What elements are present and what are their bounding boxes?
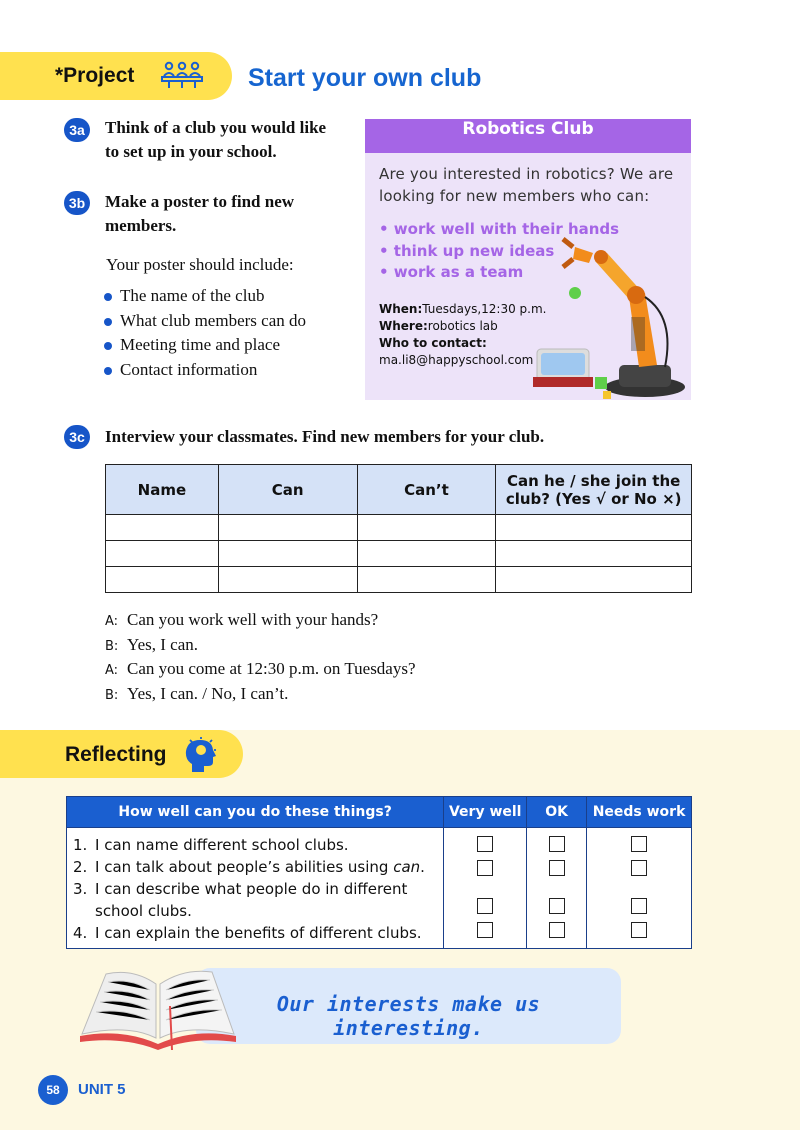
poster-details bbox=[379, 301, 546, 369]
project-title: Start your own club bbox=[248, 64, 482, 92]
task-badge-3c: 3c bbox=[64, 425, 90, 449]
list-item: Meeting time and place bbox=[104, 333, 306, 358]
list-item: What club members can do bbox=[104, 309, 306, 334]
task-3c-text: Interview your classmates. Find new members for your club. bbox=[105, 427, 545, 446]
contact-email: ma.li8@happyschool.com bbox=[379, 353, 534, 367]
robot-arm-illustration bbox=[533, 237, 691, 400]
table-row bbox=[106, 567, 692, 593]
dialogue-line bbox=[105, 682, 416, 707]
table-cell[interactable] bbox=[106, 567, 219, 593]
dialogue-line bbox=[105, 657, 416, 682]
checkbox[interactable] bbox=[477, 922, 493, 938]
task-3a-line: to set up in your school. bbox=[105, 142, 277, 161]
list-item: Contact information bbox=[104, 358, 306, 383]
when-value: Tuesdays,12:30 p.m. bbox=[422, 302, 547, 316]
task-3b-line: members. bbox=[105, 216, 177, 235]
interview-table bbox=[105, 464, 692, 593]
checkbox[interactable] bbox=[631, 922, 647, 938]
checkbox[interactable] bbox=[549, 922, 565, 938]
table-cell[interactable] bbox=[357, 567, 496, 593]
motto-text: Our interests make us interesting. bbox=[276, 992, 541, 1040]
table-cell[interactable] bbox=[357, 515, 496, 541]
table-cell[interactable] bbox=[218, 541, 357, 567]
reflecting-label: Reflecting bbox=[65, 743, 167, 766]
table-cell[interactable] bbox=[496, 567, 692, 593]
task-3b-line: Make a poster to find new bbox=[105, 192, 295, 211]
table-row bbox=[106, 541, 692, 567]
checkbox[interactable] bbox=[477, 898, 493, 914]
sample-dialogue bbox=[105, 608, 416, 706]
dialogue-text: Can you work well with your hands? bbox=[127, 610, 379, 629]
where-label: Where: bbox=[379, 319, 428, 333]
very-well-column bbox=[444, 828, 527, 949]
poster-include-intro: Your poster should include: bbox=[106, 255, 294, 274]
open-book-icon bbox=[78, 966, 238, 1052]
checkbox[interactable] bbox=[549, 860, 565, 876]
contact-label: Who to contact: bbox=[379, 336, 487, 350]
task-badge-3b: 3b bbox=[64, 191, 90, 215]
speaker-label: B: bbox=[105, 687, 119, 703]
checkbox[interactable] bbox=[631, 836, 647, 852]
table-cell[interactable] bbox=[218, 567, 357, 593]
speaker-label: B: bbox=[105, 638, 119, 654]
poster-requirements-list bbox=[104, 284, 306, 382]
needs-work-column bbox=[587, 828, 692, 949]
list-item: • work well with their hands bbox=[379, 220, 620, 238]
statement-item: 2. I can talk about people’s abilities using can. bbox=[73, 858, 425, 876]
speaker-label: A: bbox=[105, 614, 119, 629]
task-3a-line: Think of a club you would like bbox=[105, 118, 327, 137]
table-cell[interactable] bbox=[106, 541, 219, 567]
poster-intro: Are you interested in robotics? We are looking for new members who can: bbox=[379, 165, 674, 205]
page-number: 58 bbox=[38, 1075, 68, 1105]
dialogue-text: Can you come at 12:30 p.m. on Tuesdays? bbox=[127, 659, 416, 678]
statement-item: 3. I can describe what people do in different school clubs. bbox=[73, 880, 408, 920]
dialogue-line bbox=[105, 633, 416, 658]
task-3b-text bbox=[105, 190, 294, 238]
dialogue-text: Yes, I can. / No, I can’t. bbox=[127, 683, 289, 703]
where-value: robotics lab bbox=[427, 319, 498, 333]
group-icon bbox=[160, 60, 204, 90]
unit-label: UNIT 5 bbox=[78, 1081, 126, 1098]
column-header-needs-work: Needs work bbox=[587, 797, 692, 828]
thinking-head-icon bbox=[184, 736, 218, 774]
poster-title: Robotics Club bbox=[365, 119, 691, 153]
column-header-very-well: Very well bbox=[444, 797, 527, 828]
table-cell[interactable] bbox=[218, 515, 357, 541]
checkbox[interactable] bbox=[631, 898, 647, 914]
column-header-name: Name bbox=[106, 465, 219, 515]
statement-item: 4. I can explain the benefits of different clubs. bbox=[73, 924, 422, 942]
table-cell[interactable] bbox=[496, 541, 692, 567]
statement-item: 1. I can name different school clubs. bbox=[73, 836, 349, 854]
table-cell[interactable] bbox=[496, 515, 692, 541]
dialogue-text: Yes, I can. bbox=[127, 634, 198, 654]
column-header-ok: OK bbox=[527, 797, 587, 828]
statements-cell bbox=[67, 828, 444, 949]
task-3a-text bbox=[105, 116, 326, 164]
list-item: The name of the club bbox=[104, 284, 306, 309]
table-row bbox=[106, 515, 692, 541]
column-header-join: Can he / she join the club? (Yes √ or No ×) bbox=[496, 465, 692, 515]
ok-column bbox=[527, 828, 587, 949]
column-header-skill: How well can you do these things? bbox=[67, 797, 444, 828]
checkbox[interactable] bbox=[477, 860, 493, 876]
speaker-label: A: bbox=[105, 663, 119, 678]
column-header-can: Can bbox=[218, 465, 357, 515]
when-label: When: bbox=[379, 302, 423, 316]
robotics-club-poster bbox=[365, 119, 691, 400]
checkbox[interactable] bbox=[631, 860, 647, 876]
project-label: *Project bbox=[55, 64, 135, 87]
task-badge-3a: 3a bbox=[64, 118, 90, 142]
table-cell[interactable] bbox=[357, 541, 496, 567]
dialogue-line bbox=[105, 608, 416, 633]
reflecting-table bbox=[66, 796, 692, 949]
list-item: • work as a team bbox=[379, 263, 524, 281]
table-cell[interactable] bbox=[106, 515, 219, 541]
checkbox[interactable] bbox=[477, 836, 493, 852]
checkbox[interactable] bbox=[549, 836, 565, 852]
checkbox[interactable] bbox=[549, 898, 565, 914]
column-header-cant: Can’t bbox=[357, 465, 496, 515]
list-item: • think up new ideas bbox=[379, 241, 555, 260]
